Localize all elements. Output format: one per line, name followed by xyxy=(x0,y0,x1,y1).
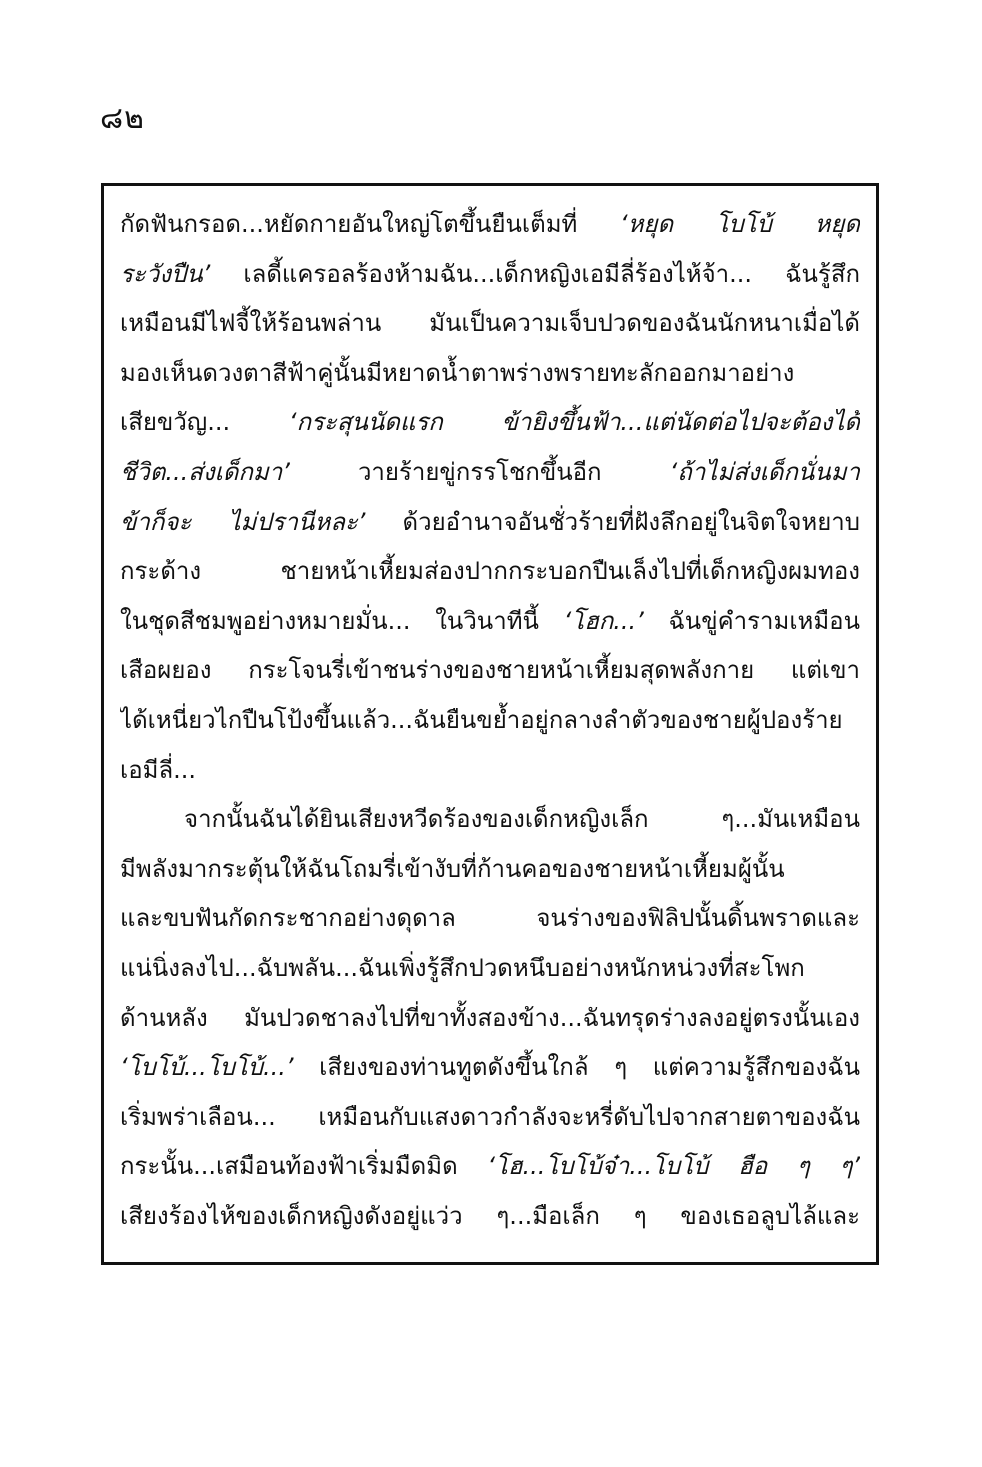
narration-text: เสียขวัญ... xyxy=(120,408,289,437)
narration-text: ได้เหนี่ยวไกปืนโป้งขึ้นแล้ว...ฉันยืนขย้ำอยู่กลางลำตัวของชายผู้ปองร้าย xyxy=(120,706,843,734)
narration-text: เสียงร้องไห้ของเด็กหญิงดังอยู่แว่ว ๆ...มือเล็ก ๆ ของเธอลูบไล้และ xyxy=(120,1202,860,1230)
quoted-speech: ‘โฮก...’ xyxy=(563,606,644,635)
narration-text: เสียงของท่านทูตดังขึ้นใกล้ ๆ แต่ความรู้สึกของฉัน xyxy=(293,1053,860,1082)
text-line xyxy=(120,246,860,302)
text-line xyxy=(120,295,860,351)
quoted-speech: ‘หยุด โบโบ้ หยุด xyxy=(619,210,860,238)
narration-text: มีพลังมากระตุ้นให้ฉันโถมรี่เข้างับที่ก้านคอของชายหน้าเหี้ยมผู้นั้น xyxy=(120,854,785,883)
text-line xyxy=(120,345,860,401)
text-line xyxy=(120,543,860,599)
narration-text: เสือผยอง กระโจนรี่เข้าชนร่างของชายหน้าเหี้ยมสุดพลังกาย แต่เขา xyxy=(120,656,860,685)
quoted-speech: ‘โบโบ้...โบโบ้...’ xyxy=(120,1053,294,1082)
narration-text: และขบฟันกัดกระชากอย่างดุดาล จนร่างของฟิลิปนั้นดิ้นพราดและ xyxy=(120,904,860,933)
narration-text: แน่นิ่งลงไป...ฉับพลัน...ฉันเพิ่งรู้สึกปวดหนึบอย่างหนักหน่วงที่สะโพก xyxy=(120,954,805,982)
narration-text: เอมีลี่... xyxy=(120,755,197,784)
text-line xyxy=(120,841,860,897)
text-line xyxy=(120,791,860,847)
text-line xyxy=(120,742,860,798)
narration-text: ฉันขู่คำรามเหมือน xyxy=(643,606,860,635)
text-line xyxy=(120,1188,860,1244)
quoted-speech: ‘ถ้าไม่ส่งเด็กนั่นมา xyxy=(669,458,860,486)
narration-text: เริ่มพร่าเลือน... เหมือนกับแสงดาวกำลังจะหรี่ดับไปจากสายตาของฉัน xyxy=(120,1102,860,1131)
narration-text: กระด้าง ชายหน้าเหี้ยมส่องปากกระบอกปืนเล็งไปที่เด็กหญิงผมทอง xyxy=(120,557,860,586)
narration-text: มองเห็นดวงตาสีฟ้าคู่นั้นมีหยาดน้ำตาพร่างพรายทะลักออกมาอย่าง xyxy=(120,358,795,387)
narration-text: วายร้ายขู่กรรโชกขึ้นอีก xyxy=(289,458,670,486)
page-number: ๘๒ xyxy=(100,101,145,136)
text-line xyxy=(120,990,860,1046)
quoted-speech: ข้าก็จะ ไม่ปรานีหละ’ xyxy=(120,507,366,536)
text-line xyxy=(120,196,860,252)
text-line xyxy=(120,1039,860,1095)
narration-text: ในชุดสีชมพูอย่างหมายมั่น... ในวินาทีนี้ xyxy=(120,606,564,635)
text-line xyxy=(120,642,860,698)
narration-text: กัดฟันกรอด...หยัดกายอันใหญ่โตขึ้นยืนเต็มที่ xyxy=(120,210,620,238)
text-line xyxy=(120,494,860,550)
narration-text: จากนั้นฉันได้ยินเสียงหวีดร้องของเด็กหญิงเล็ก ๆ...มันเหมือน xyxy=(184,805,860,834)
narration-text: ด้วยอำนาจอันชั่วร้ายที่ฝังลึกอยู่ในจิตใจหยาบ xyxy=(365,507,860,536)
narration-text: เหมือนมีไฟจี้ให้ร้อนพล่าน มันเป็นความเจ็บปวดของฉันนักหนาเมื่อได้ xyxy=(120,309,860,338)
text-line xyxy=(120,1138,860,1194)
text-line xyxy=(120,940,860,996)
text-line xyxy=(120,394,860,450)
quoted-speech: ‘โฮ...โบโบ้จ๋า...โบโบ้ ฮือ ๆ ๆ’ xyxy=(487,1152,860,1181)
quoted-speech: ‘กระสุนนัดแรก ข้ายิงขึ้นฟ้า...แต่นัดต่อไปจะต้องได้ xyxy=(288,408,860,437)
narration-text: ด้านหลัง มันปวดชาลงไปที่ขาทั้งสองข้าง...ฉันทรุดร่างลงอยู่ตรงนั้นเอง xyxy=(120,1003,860,1032)
text-line xyxy=(120,444,860,500)
text-line xyxy=(120,593,860,649)
narration-text: กระนั้น...เสมือนท้องฟ้าเริ่มมืดมิด xyxy=(120,1152,488,1181)
text-line xyxy=(120,1089,860,1145)
text-line xyxy=(120,692,860,748)
quoted-speech: ชีวิต...ส่งเด็กมา’ xyxy=(120,458,290,486)
narration-text: เลดี้แครอลร้องห้ามฉัน...เด็กหญิงเอมีลี่ร้องไห้จ้า... ฉันรู้สึก xyxy=(210,259,860,288)
quoted-speech: ระวังปืน’ xyxy=(120,259,211,288)
text-line xyxy=(120,890,860,946)
